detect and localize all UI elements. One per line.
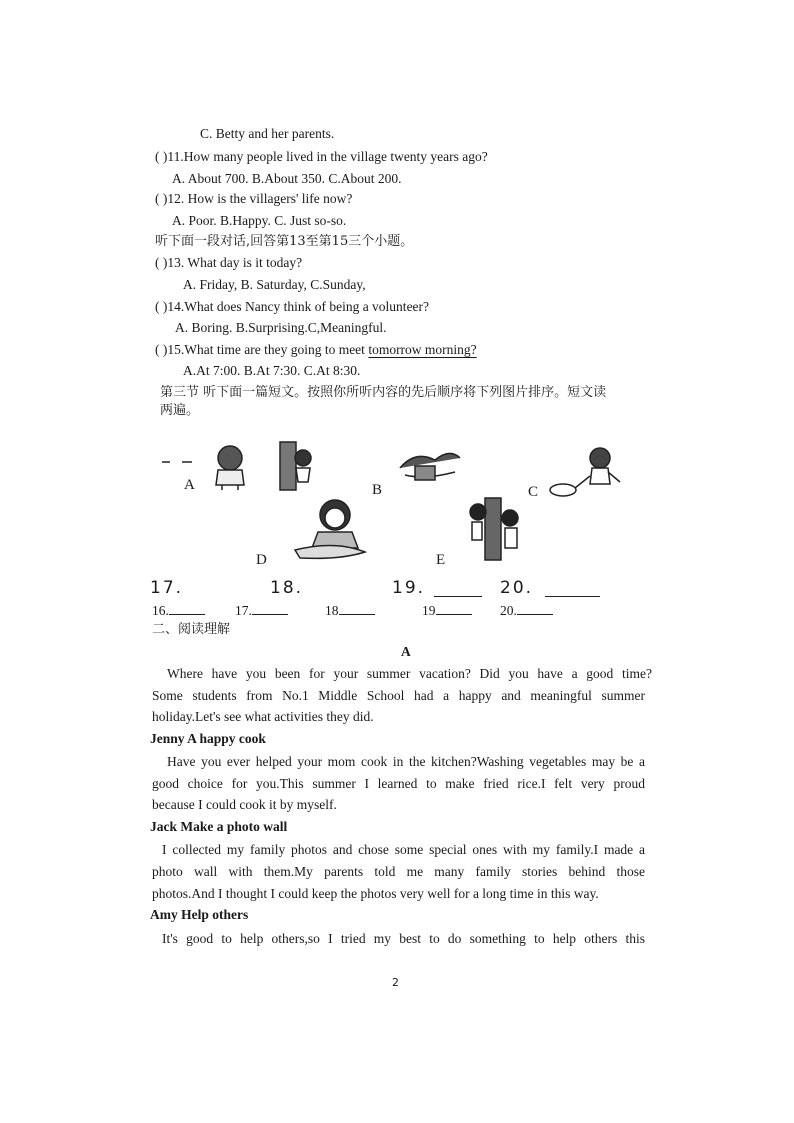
picture-label-a: A [184, 477, 195, 493]
amy-line-1: It's good to help others,so I tried my best to do something to help others this [162, 931, 645, 946]
q12-options: A. Poor. B.Happy. C. Just so-so. [172, 213, 347, 228]
jack-line-1: I collected my family photos and chose some special ones with my family.I made a [162, 842, 645, 857]
jack-line-3: photos.And I thought I could keep the photos very well for a long time in this way. [152, 886, 599, 901]
answer-big-18: 18. [270, 578, 304, 598]
picture-label-d: D [256, 552, 267, 568]
answer-blank-19[interactable] [434, 582, 482, 597]
q13-options: A. Friday, B. Saturday, C.Sunday, [183, 277, 366, 292]
q14-question: ( )14.What does Nancy think of being a volunteer? [155, 299, 430, 314]
q15-underlined-text: tomorrow morning? [368, 342, 477, 357]
answer-blank-20[interactable] [545, 582, 600, 597]
answer-18: 18 [325, 600, 375, 620]
picture-label-e: E [436, 552, 446, 568]
page-number: 2 [392, 976, 399, 989]
answer-16: 16. [152, 600, 205, 620]
jack-line-2: photo wall with them.My parents told me many family stories behind those [152, 864, 645, 879]
answer-blank-17[interactable] [252, 600, 288, 615]
answer-19: 19 [422, 600, 472, 620]
amy-title: Amy Help others [150, 907, 249, 922]
answer-big-20: 20. [500, 578, 534, 598]
picture-label-b: B [372, 482, 383, 498]
reading-heading: 二、阅读理解 [152, 622, 231, 637]
jenny-line-2: good choice for you.This summer I learned to make fried rice.I felt very proud [152, 776, 645, 791]
passage-title: A [401, 644, 411, 659]
intro-line-2: Some students from No.1 Middle School had a happy and meaningful summer [152, 688, 645, 703]
q15-question: ( )15.What time are they going to meet tomorrow morning? [155, 342, 477, 357]
intro-line-1: Where have you been for your summer vacation? Did you have a good time? [167, 666, 652, 681]
q11-options: A. About 700. B.About 350. C.About 200. [172, 171, 402, 186]
q10-option-c: C. Betty and her parents. [200, 126, 335, 141]
answer-blank-19-small[interactable] [436, 600, 472, 615]
jenny-title: Jenny A happy cook [150, 731, 266, 746]
answer-big-17: 17. [150, 578, 184, 598]
picture-sequence-illustration [160, 440, 630, 575]
answer-17: 17. [235, 600, 288, 620]
answer-big-19: 19. [392, 578, 426, 598]
answer-blank-20-small[interactable] [517, 600, 553, 615]
answer-20: 20. [500, 600, 553, 620]
q15-options: A.At 7:00. B.At 7:30. C.At 8:30. [183, 363, 361, 378]
section3-instruction-line1: 第三节 听下面一篇短文。按照你所听内容的先后顺序将下列图片排序。短文读 [160, 385, 607, 400]
q12-question: ( )12. How is the villagers' life now? [155, 191, 353, 206]
jenny-line-1: Have you ever helped your mom cook in the kitchen?Washing vegetables may be a [167, 754, 645, 769]
answer-blank-18[interactable] [339, 600, 375, 615]
intro-line-3: holiday.Let's see what activities they did. [152, 709, 374, 724]
jenny-line-3: because I could cook it by myself. [152, 797, 337, 812]
instruction-q13-15: 听下面一段对话,回答第13至第15三个小题。 [155, 234, 414, 249]
jack-title: Jack Make a photo wall [150, 819, 288, 834]
q11-question: ( )11.How many people lived in the village twenty years ago? [155, 149, 488, 164]
answer-blank-16[interactable] [169, 600, 205, 615]
section3-instruction-line2: 两遍。 [160, 403, 200, 418]
picture-label-c: C [528, 484, 539, 500]
q13-question: ( )13. What day is it today? [155, 255, 303, 270]
q14-options: A. Boring. B.Surprising.C,Meaningful. [175, 320, 387, 335]
